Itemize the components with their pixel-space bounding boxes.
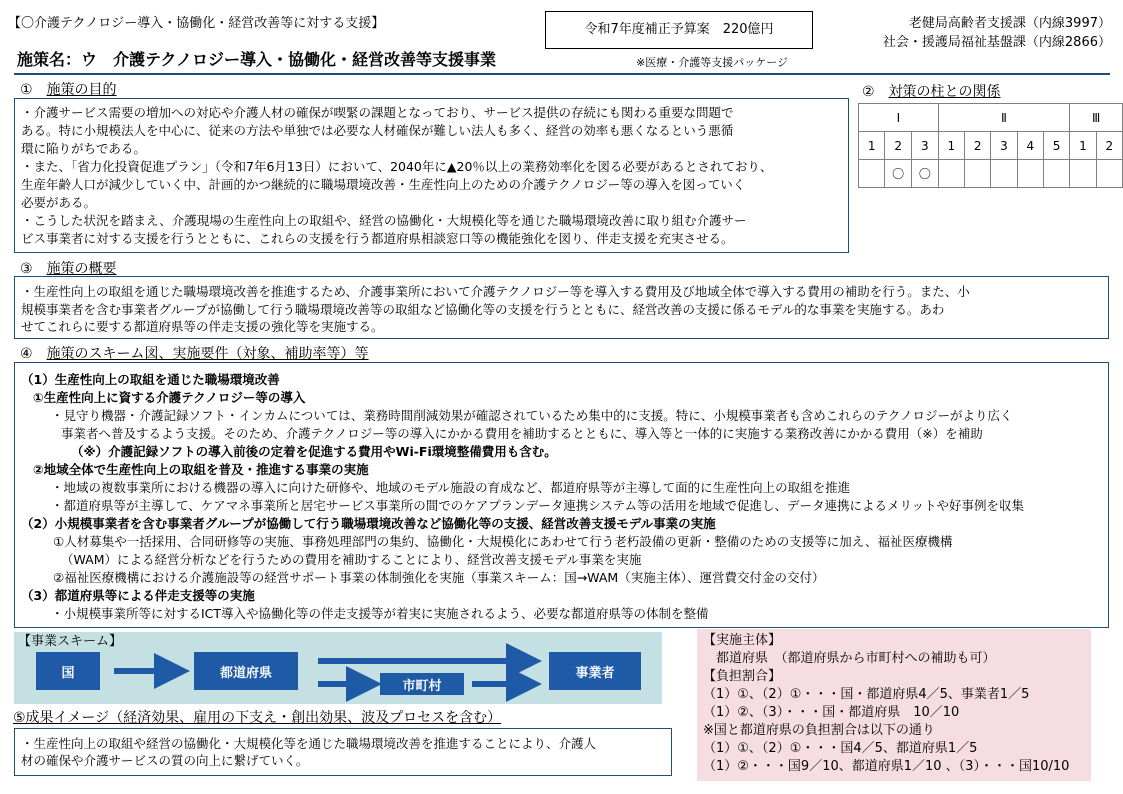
pillar-group-1: Ⅰ bbox=[859, 104, 939, 132]
sec1-heading-num: ① bbox=[20, 82, 33, 98]
title-underline bbox=[14, 73, 1110, 75]
dept-line-2: 社会・援護局福祉基盤課（内線2866） bbox=[882, 35, 1111, 50]
sec1-line: ・また、「省力化投資促進プラン」（令和7年6月13日）において、2040年に▲20％以上の業務効率化を図る必要があるとされており、 bbox=[21, 159, 773, 174]
sec4-line: （※）介護記録ソフトの導入前後の定着を促進する費用やWi-Fi環境整備費用も含む。 bbox=[71, 444, 557, 459]
sec3-box bbox=[14, 276, 1109, 339]
sec5-lines bbox=[21, 735, 596, 769]
sec2-heading-text: 対策の柱との関係 bbox=[888, 84, 1001, 100]
pillar-mark-cell: 〇 bbox=[885, 160, 912, 188]
sec2-heading-num: ② bbox=[862, 84, 875, 100]
pillar-mark-cell bbox=[1017, 160, 1043, 188]
sec1-line: ある。特に小規模法人を中心に、従来の方法や単独では必要な人材確保が難しい法人も多く、経営の効率も悪くなるという悪循 bbox=[21, 123, 734, 138]
sec5-heading-text: ⑤成果イメージ（経済効果、雇用の下支え・創出効果、波及プロセスを含む） bbox=[13, 710, 502, 726]
package-note: ※医療・介護等支援パッケージ bbox=[636, 56, 788, 69]
sec3-heading-text: 施策の概要 bbox=[46, 261, 117, 277]
pillars-table bbox=[858, 103, 1123, 188]
implementation-line: （1）②・・・国9／10、都道府県1／10 、（3）・・・国10/10 bbox=[703, 759, 1070, 774]
category-label: 【〇介護テクノロジー導入・協働化・経営改善等に対する支援】 bbox=[8, 16, 385, 31]
sec1-line: ・こうした状況を踏まえ、介護現場の生産性向上の取組や、経営の協働化・大規模化等を通じた職場環境改善に取り組む介護サー bbox=[21, 213, 747, 228]
scheme-node-business: 事業者 bbox=[549, 652, 641, 690]
sec4-heading bbox=[20, 343, 369, 363]
sec4-line: ①人材募集や一括採用、合同研修等の実施、事務処理部門の集約、協働化・大規模化にあわせて行う老朽設備の更新・整備のための支援等に加え、福祉医療機構 bbox=[53, 534, 953, 549]
sec1-line: ・介護サービス需要の増加への対応や介護人材の確保が喫緊の課題となっており、サービス提供の存続にも関わる重要な問題で bbox=[21, 105, 734, 120]
sec4-box bbox=[14, 362, 1109, 628]
implementation-line: 都道府県 （都道府県から市町村への補助も可） bbox=[703, 651, 996, 666]
sec4-line: （WAM）による経営分析などを行うための費用を補助することにより、経営改善支援モデル事業を実施 bbox=[61, 552, 642, 567]
implementation-lines bbox=[703, 632, 1069, 776]
sec4-heading-num: ④ bbox=[20, 346, 33, 362]
sec5-box bbox=[14, 728, 672, 776]
pillar-mark-row bbox=[859, 160, 1123, 188]
pillar-mark-cell bbox=[1043, 160, 1069, 188]
pillar-number-cell: 1 bbox=[859, 132, 885, 160]
implementation-line: （1）①、（2）①・・・国・都道府県4／5、事業者1／5 bbox=[703, 687, 1030, 702]
sec4-line: ・都道府県等が主導して、ケアマネ事業所と居宅サービス事業所の間でのケアプランデータ連携システム等の活用を地域で促進し、データ連携によるメリットや好事例を収集 bbox=[51, 498, 1025, 513]
pillar-number-cell: 2 bbox=[965, 132, 991, 160]
implementation-line: （1）①、（2）①・・・国4／5、都道府県1／5 bbox=[703, 741, 978, 756]
pillar-mark-cell: 〇 bbox=[912, 160, 939, 188]
sec5-line: 材の確保や介護サービスの質の向上に繋げていく。 bbox=[21, 753, 309, 768]
sec3-lines bbox=[21, 283, 970, 336]
sec1-heading-text: 施策の目的 bbox=[46, 82, 117, 98]
sec4-line: ・地域の複数事業所における機器の導入に向けた研修や、地域のモデル施設の育成など、都道府県等が主導して面的に生産性向上の取組を推進 bbox=[51, 480, 851, 495]
pillar-number-cell: 4 bbox=[1017, 132, 1043, 160]
sec4-line: ②福祉医療機構における介護施設等の経営サポート事業の体制強化を実施（事業スキーム：国→WAM（実施主体）、運営費交付金の交付） bbox=[53, 570, 825, 585]
sec4-line: （1）生産性向上の取組を通じた職場環境改善 bbox=[21, 372, 280, 387]
pillar-number-cell: 1 bbox=[938, 132, 964, 160]
scheme-node-country: 国 bbox=[36, 652, 100, 690]
pillar-number-cell: 2 bbox=[885, 132, 912, 160]
pillar-number-row bbox=[859, 132, 1123, 160]
pillar-mark-cell bbox=[991, 160, 1017, 188]
sec1-heading bbox=[20, 79, 117, 99]
budget-box bbox=[545, 11, 813, 49]
scheme-node-municipality: 市町村 bbox=[380, 673, 464, 695]
pillar-group-3: Ⅲ bbox=[1070, 104, 1123, 132]
sec4-line: 事業者へ普及するよう支援。そのため、介護テクノロジー等の導入にかかる費用を補助するとともに、導入等と一体的に実施する業務改善にかかる費用（※）を補助 bbox=[61, 426, 983, 441]
sec3-line: ・生産性向上の取組を通じた職場環境改善を推進するため、介護事業所において介護テクノロジー等を導入する費用及び地域全体で導入する費用の補助を行う。また、小 bbox=[21, 284, 970, 299]
implementation-line: 【負担割合】 bbox=[703, 669, 782, 684]
scheme-panel bbox=[14, 632, 662, 704]
sec1-box bbox=[14, 98, 849, 253]
sec1-line: 必要がある。 bbox=[21, 195, 97, 210]
pillar-mark-cell bbox=[1070, 160, 1096, 188]
implementation-panel bbox=[697, 629, 1091, 781]
sec1-lines bbox=[21, 104, 772, 248]
pillar-mark-cell bbox=[1096, 160, 1122, 188]
dept-line-1: 老健局高齢者支援課（内線3997） bbox=[908, 16, 1111, 31]
sec5-heading bbox=[13, 707, 501, 727]
sec4-line: ・見守り機器・介護記録ソフト・インカムについては、業務時間削減効果が確認されているため集中的に支援。特に、小規模事業者も含めこれらのテクノロジーがより広く bbox=[51, 408, 1013, 423]
sec5-line: ・生産性向上の取組や経営の協働化・大規模化等を通じた職場環境改善を推進することにより、介護人 bbox=[21, 736, 597, 751]
pillar-number-cell: 5 bbox=[1043, 132, 1069, 160]
sec3-line: 規模事業者を含む事業者グループが協働して行う職場環境改善等の取組など協働化等の支援を行うとともに、経営改善の支援に係るモデル的な事業を実施する。あわ bbox=[21, 301, 945, 317]
sec3-heading-num: ③ bbox=[20, 261, 33, 277]
scheme-node-prefecture: 都道府県 bbox=[194, 652, 298, 690]
implementation-line: 【実施主体】 bbox=[703, 633, 782, 648]
sec4-line: （2）小規模事業者を含む事業者グループが協働して行う職場環境改善など協働化等の支援、経営改善支援モデル事業の実施 bbox=[21, 516, 716, 531]
sec4-lines bbox=[21, 371, 1024, 623]
page-title: 施策名：ウ 介護テクノロジー導入・協働化・経営改善等支援事業 bbox=[17, 50, 497, 69]
sec3-heading bbox=[20, 258, 117, 278]
scheme-label: 【事業スキーム】 bbox=[18, 634, 123, 649]
implementation-line: （1）②、（3）・・・国・都道府県 10／10 bbox=[703, 705, 960, 720]
pillar-number-cell: 1 bbox=[1070, 132, 1096, 160]
sec1-line: 環に陥りがちである。 bbox=[21, 141, 146, 156]
implementation-line: ※国と都道府県の負担割合は以下の通り bbox=[703, 723, 935, 738]
sec4-line: ・小規模事業所等に対するICT導入や協働化等の伴走支援等が着実に実施されるよう、必要な都道府県等の体制を整備 bbox=[51, 606, 709, 621]
pillar-mark-cell bbox=[938, 160, 964, 188]
sec4-line: ②地域全体で生産性向上の取組を普及・推進する事業の実施 bbox=[33, 462, 369, 477]
pillar-number-cell: 3 bbox=[912, 132, 939, 160]
pillar-mark-cell bbox=[965, 160, 991, 188]
budget-text: 令和7年度補正予算案 220億円 bbox=[584, 22, 774, 37]
sec4-heading-text: 施策のスキーム図、実施要件（対象、補助率等）等 bbox=[46, 346, 369, 362]
pillar-group-2: Ⅱ bbox=[938, 104, 1070, 132]
sec1-line: 生産年齢人口が減少していく中、計画的かつ継続的に職場環境改善・生産性向上のための介護テクノロジー等の導入を図っていく bbox=[21, 177, 746, 192]
pillar-number-cell: 2 bbox=[1096, 132, 1122, 160]
pillar-mark-cell bbox=[859, 160, 885, 188]
sec4-line: ①生産性向上に資する介護テクノロジー等の導入 bbox=[33, 390, 306, 405]
pillar-number-cell: 3 bbox=[991, 132, 1017, 160]
sec4-line: （3）都道府県等による伴走支援等の実施 bbox=[21, 588, 255, 603]
sec1-line: ビス事業者に対する支援を行うとともに、これらの支援を行う都道府県相談窓口等の機能強化を図り、伴走支援を充実させる。 bbox=[21, 231, 734, 246]
sec3-line: せてこれらに要する都道府県等の伴走支援の強化等を実施する。 bbox=[21, 319, 384, 334]
sec2-heading bbox=[862, 81, 1001, 101]
